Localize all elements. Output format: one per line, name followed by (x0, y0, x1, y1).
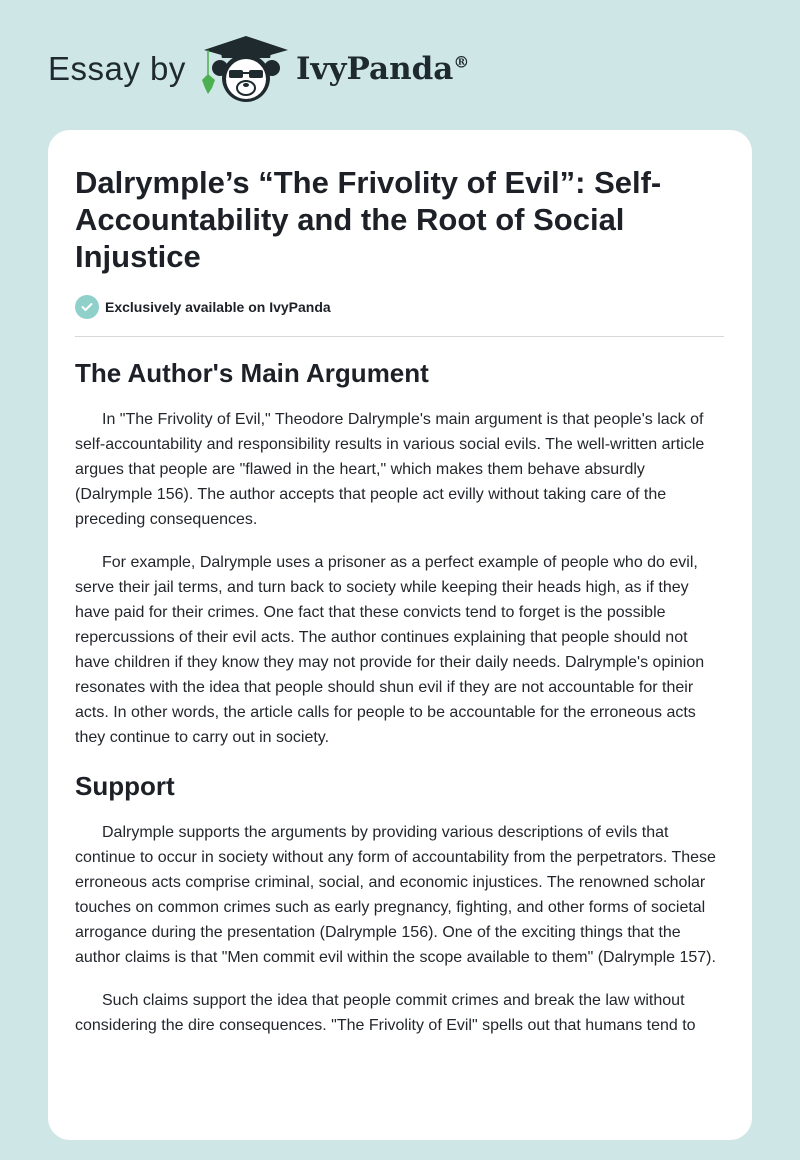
paragraph: In "The Frivolity of Evil," Theodore Dalrymple's main argument is that people's lack of self-accountability and responsibility results in various social evils. The well-written article argues that people are "flawed in the heart," which makes them behave absurdly (Dalrymple 156). The author accepts that people act evilly without taking care of the preceding consequences. (75, 411, 705, 528)
brand-name[interactable] (296, 51, 469, 87)
paragraph: For example, Dalrymple uses a prisoner as a perfect example of people who do evil, serve their jail terms, and turn back to society while keeping their heads high, as if they have paid for their crimes. One fact that these convicts tend to forget is the possible repercussions of their evil acts. The author continues explaining that people should not have children if they know they may not provide for their daily needs. Dalrymple's opinion resonates with the idea that people should shun evil if they are not accountable for their acts. In other words, the article calls for people to be accountable for the erroneous acts they continue to carry out in society. (75, 554, 705, 746)
exclusive-badge (75, 295, 724, 319)
check-icon (75, 295, 99, 319)
essay-card (48, 130, 752, 1140)
section-heading: Support (75, 771, 175, 801)
site-header (0, 34, 800, 104)
section-heading: The Author's Main Argument (75, 358, 429, 388)
essay-title: Dalrymple’s “The Frivolity of Evil”: Self-Accountability and the Root of Social Injustice (75, 165, 662, 274)
badge-text: Exclusively available on IvyPanda (105, 299, 331, 315)
brand-text: IvyPanda (296, 51, 454, 87)
essay-by-label: Essay by (48, 50, 186, 87)
ivypanda-logo-icon[interactable] (202, 34, 290, 104)
divider (75, 336, 724, 337)
paragraph: Dalrymple supports the arguments by providing various descriptions of evils that continue to occur in society without any form of accountability from the perpetrators. These erroneous acts comprise criminal, social, and economic injustices. The renowned scholar touches on common crimes such as early pregnancy, fighting, and other forms of societal arrogance during the presentation (Dalrymple 156). One of the exciting things that the author claims is that "Men commit evil within the scope available to them" (Dalrymple 157). (75, 824, 716, 966)
paragraph: Such claims support the idea that people commit crimes and break the law without considering the dire consequences. "The Frivolity of Evil" spells out that humans tend to (75, 992, 696, 1034)
registered-mark: ® (453, 52, 470, 72)
